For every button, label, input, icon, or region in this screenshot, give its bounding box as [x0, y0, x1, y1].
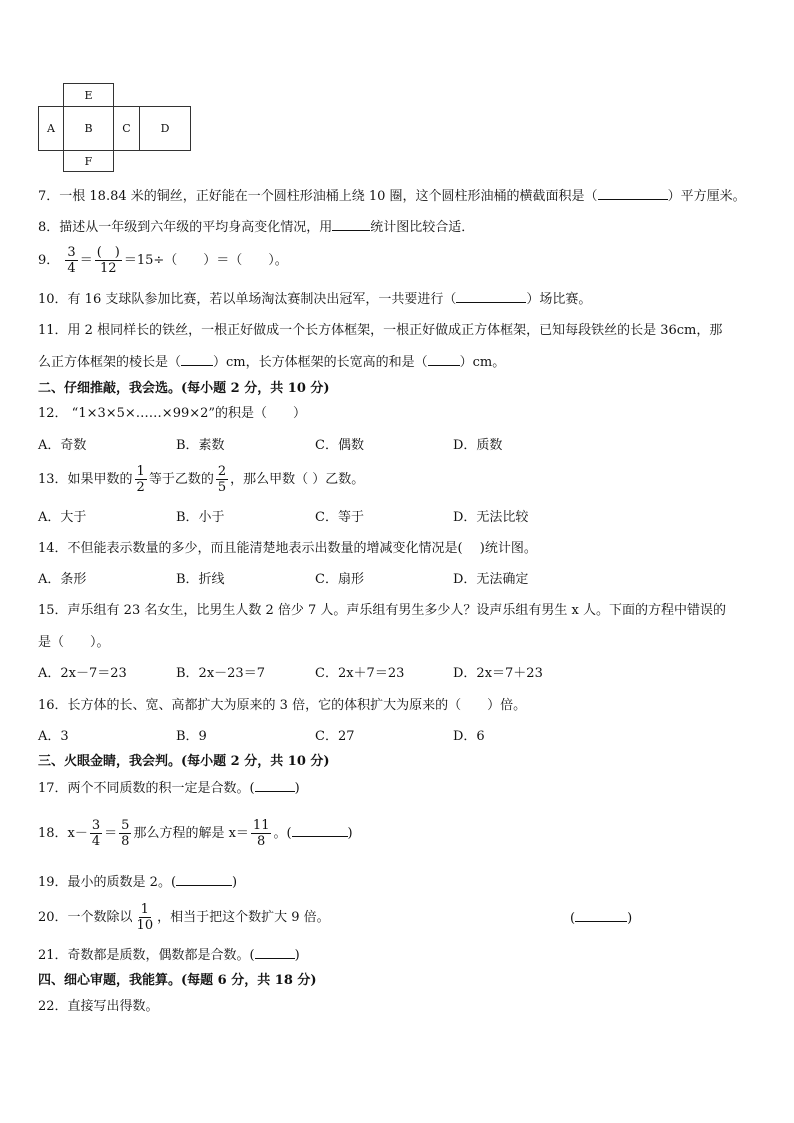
option-a[interactable]: A．奇数 — [38, 438, 87, 453]
fraction: $\frac{3}{4}$ — [91, 818, 101, 849]
fraction: $\frac{1}{2}$ — [136, 464, 145, 495]
option-a[interactable]: A．3 — [38, 729, 69, 744]
option-c[interactable]: C．偶数 — [315, 438, 364, 453]
net-face-b: B — [63, 106, 114, 151]
fraction: $\frac{( )}{12}$ — [96, 245, 120, 276]
answer-blank[interactable] — [255, 779, 295, 792]
net-face-f: F — [63, 150, 114, 172]
question-10: 10．有 16 支球队参加比赛，若以单场淘汰赛制决出冠军，一共要进行（ ）场比赛。 — [38, 292, 592, 307]
option-b[interactable]: B．9 — [176, 729, 207, 744]
fraction: $\frac{1}{10}$ — [136, 902, 154, 933]
option-a[interactable]: A．大于 — [38, 510, 87, 525]
answer-blank[interactable] — [598, 187, 668, 200]
option-d[interactable]: D．无法确定 — [453, 572, 529, 587]
option-d[interactable]: D．无法比较 — [453, 510, 529, 525]
option-b[interactable]: B．素数 — [176, 438, 225, 453]
net-face-c: C — [113, 106, 140, 151]
net-face-e: E — [63, 83, 114, 107]
option-a[interactable]: A．2x－7＝23 — [38, 666, 127, 681]
question-8: 8．描述从一年级到六年级的平均身高变化情况，用 统计图比较合适． — [38, 220, 475, 235]
question-11-line-1: 11．用 2 根同样长的铁丝，一根正好做成一个长方体框架，一根正好做成正方体框架，已知每段铁丝的长是 36cm，那 — [38, 323, 723, 338]
option-c[interactable]: C．等于 — [315, 510, 364, 525]
section-4-heading: 四、细心审题，我能算。(每题 6 分，共 18 分) — [38, 973, 317, 988]
fraction: $\frac{5}{8}$ — [121, 818, 130, 849]
question-21: 21．奇数都是质数，偶数都是合数。( ) — [38, 948, 300, 963]
question-17: 17．两个不同质数的积一定是合数。( ) — [38, 781, 300, 796]
question-9: 9． $\frac{3}{4}$ ＝ $\frac{( )}{12}$ ＝15÷（ ）＝（ ）。 — [38, 245, 288, 276]
option-d[interactable]: D．2x＝7＋23 — [453, 666, 543, 681]
answer-blank[interactable] — [181, 353, 213, 366]
fraction: $\frac{2}{5}$ — [217, 464, 227, 495]
answer-blank[interactable] — [255, 946, 295, 959]
answer-blank[interactable] — [456, 290, 526, 303]
answer-blank[interactable] — [292, 824, 348, 837]
question-16: 16．长方体的长、宽、高都扩大为原来的 3 倍，它的体积扩大为原来的（ ）倍。 — [38, 698, 527, 713]
option-d[interactable]: D．6 — [453, 729, 485, 744]
fraction: $\frac{3}{4}$ — [67, 245, 76, 276]
question-15-line-1: 15．声乐组有 23 名女生，比男生人数 2 倍少 7 人。声乐组有男生多少人？设声乐组有男生 x 人。下面的方程中错误的 — [38, 603, 727, 618]
option-c[interactable]: C．2x＋7＝23 — [315, 666, 405, 681]
question-18: 18．x－ $\frac{3}{4}$ ＝ $\frac{5}{8}$ 那么方程的解是 x＝ $\frac{11}{8}$ 。( ) — [38, 818, 353, 849]
answer-blank[interactable] — [575, 909, 627, 922]
question-13: 13．如果甲数的 $\frac{1}{2}$ 等于乙数的 $\frac{2}{5}$ ，那么甲数（ ）乙数。 — [38, 464, 365, 495]
option-b[interactable]: B．折线 — [176, 572, 225, 587]
net-face-d: D — [139, 106, 191, 151]
option-b[interactable]: B．2x－23＝7 — [176, 666, 265, 681]
option-d[interactable]: D．质数 — [453, 438, 503, 453]
net-face-a: A — [38, 106, 64, 151]
question-12: 12． “1×3×5×……×99×2”的积是（ ） — [38, 406, 307, 421]
answer-blank[interactable] — [176, 873, 232, 886]
question-20: 20．一个数除以 $\frac{1}{10}$ ，相当于把这个数扩大 9 倍。 — [38, 902, 330, 933]
question-11-line-2: 么正方体框架的棱长是（ ）cm，长方体框架的长宽高的和是（ ）cm。 — [38, 355, 506, 370]
question-20-answer: ( ) — [570, 911, 633, 926]
question-22: 22．直接写出得数。 — [38, 999, 159, 1014]
question-15-line-2: 是（ ）。 — [38, 635, 110, 650]
option-a[interactable]: A．条形 — [38, 572, 87, 587]
option-c[interactable]: C．27 — [315, 729, 355, 744]
option-b[interactable]: B．小于 — [176, 510, 225, 525]
answer-blank[interactable] — [428, 353, 460, 366]
fraction: $\frac{11}{8}$ — [252, 818, 270, 849]
option-c[interactable]: C．扇形 — [315, 572, 364, 587]
answer-blank[interactable] — [332, 218, 370, 231]
question-7: 7．一根 18.84 米的铜丝，正好能在一个圆柱形油桶上绕 10 圈，这个圆柱形油桶的横截面积是（ ）平方厘米。 — [38, 189, 746, 204]
section-3-heading: 三、火眼金睛，我会判。(每小题 2 分，共 10 分) — [38, 754, 330, 769]
question-14: 14．不但能表示数量的多少，而且能清楚地表示出数量的增减变化情况是( )统计图。 — [38, 541, 537, 556]
question-19: 19．最小的质数是 2。( ) — [38, 875, 238, 890]
section-2-heading: 二、仔细推敲，我会选。(每小题 2 分，共 10 分) — [38, 381, 330, 396]
